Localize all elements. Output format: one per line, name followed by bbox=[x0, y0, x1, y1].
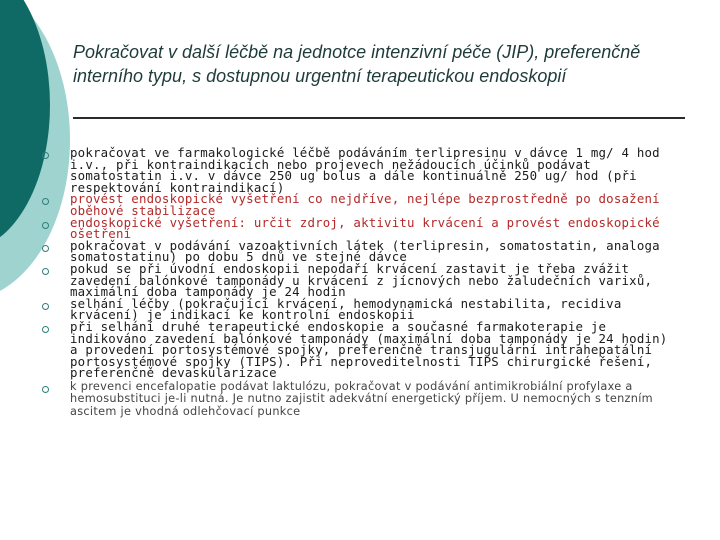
list-item-text: selhání léčby (pokračující krvácení, hemodynamická nestabilita, recidiva krvácení) je indikací ke kontrolní endoskopii bbox=[70, 295, 622, 323]
bullet-circle-icon bbox=[42, 268, 49, 275]
list-item bbox=[42, 260, 682, 300]
bullet-circle-icon bbox=[42, 326, 49, 333]
list-item-text: k prevenci encefalopatie podávat laktulózu, pokračovat v podávání antimikrobiální profylaxe a hemosubstituci je-li nutná. Je nutno zajistit adekvátní energetický příjem. U nemocných s tenzním ascitem je vhodná odlehčovací punkce bbox=[70, 379, 653, 418]
bullet-list bbox=[42, 147, 682, 418]
bullet-circle-icon bbox=[42, 222, 49, 229]
list-item-text: pokračovat v podávání vazoaktivních látek (terlipresin, somatostatin, analoga somatostatinu) po dobu 5 dnů ve stejné dávce bbox=[70, 237, 660, 265]
list-item bbox=[42, 381, 682, 418]
bullet-circle-icon bbox=[42, 386, 49, 393]
list-item bbox=[42, 193, 682, 216]
list-item-text: při selhání druhé terapeutické endoskopie a současné farmakoterapie je indikováno zavedení balónkové tamponády (maximální doba tamponády je 24 hodin) a provedení portosystémové spojky, preferenčně transjugulární intrahepatální portosystémové spojky (TIPS). Při neproveditelnosti TIPS chirurgické řešení, preferenčně devaskularizace bbox=[70, 318, 668, 381]
bullet-circle-icon bbox=[42, 245, 49, 252]
slide-title: Pokračovat v další léčbě na jednotce intenzivní péče (JIP), preferenčně interního typu, s dostupnou urgentní terapeutickou endoskopií bbox=[73, 42, 641, 86]
list-item-text: endoskopické vyšetření: určit zdroj, aktivitu krvácení a provést endoskopické ošetření bbox=[70, 214, 660, 242]
list-item bbox=[42, 147, 682, 193]
bullet-circle-icon bbox=[42, 152, 49, 159]
bullet-circle-icon bbox=[42, 198, 49, 205]
title-divider bbox=[73, 117, 685, 119]
list-item-text: pokračovat ve farmakologické léčbě podáváním terlipresinu v dávce 1 mg/ 4 hod i.v., při kontraindikacích nebo projevech nežádoucích účinků podávat somatostatin i.v. v dávce 250 ug bolus a dále kontinuálně 250 ug/ hod (při respektování kontraindikací) bbox=[70, 145, 660, 195]
list-item bbox=[42, 237, 682, 265]
list-item-text: provést endoskopické vyšetření co nejdříve, nejlépe bezprostředně po dosažení oběhové stabilizace bbox=[70, 191, 660, 218]
list-item-text: pokud se při úvodní endoskopii nepodaří krvácení zastavit je třeba zvážit zavedení balónkové tamponády u krvácení z jícnových nebo žaludečních varixů, maximální doba tamponády je 24 hodin bbox=[70, 260, 653, 300]
list-item bbox=[42, 214, 682, 242]
bullet-circle-icon bbox=[42, 303, 49, 310]
list-item bbox=[42, 318, 682, 381]
list-item bbox=[42, 295, 682, 323]
